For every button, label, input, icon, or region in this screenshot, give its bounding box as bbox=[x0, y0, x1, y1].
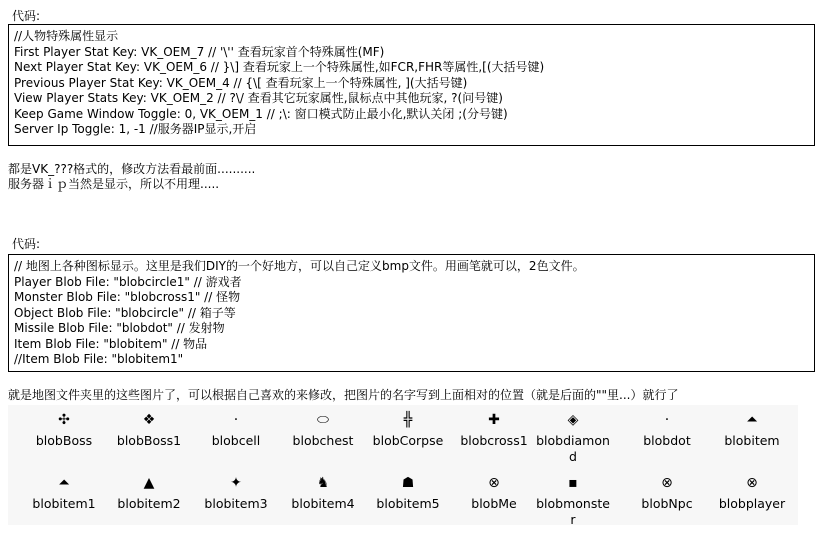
code-line: Missile Blob File: "blobdot" // 发射物 bbox=[14, 321, 225, 335]
gallery-item-name: blobcell bbox=[211, 433, 261, 448]
gallery-item-name: blobitem4 bbox=[291, 496, 355, 511]
code-line: View Player Stats Key: VK_OEM_2 // ?\/ 查看其它玩家属性,鼠标点中其他玩家, ?(问号键) bbox=[14, 91, 503, 105]
code-line: Next Player Stat Key: VK_OEM_6 // }\] 查看玩家上一个特殊属性,如FCR,FHR等属性,[(大括号键) bbox=[14, 60, 545, 74]
gallery-item[interactable] bbox=[450, 411, 538, 449]
blob-item3-icon: ✦ bbox=[230, 475, 242, 491]
gallery-item-name: blobMe bbox=[471, 496, 517, 511]
note-1 bbox=[8, 162, 255, 192]
blob-player-icon: ⊗ bbox=[746, 475, 758, 491]
gallery-item-name: blobitem bbox=[724, 433, 780, 448]
gallery-item[interactable] bbox=[105, 411, 193, 449]
gallery-item-name: blobitem1 bbox=[32, 496, 96, 511]
blob-monster-icon: ▪ bbox=[568, 475, 578, 491]
blob-diamond-icon: ◈ bbox=[567, 412, 579, 428]
code-line: First Player Stat Key: VK_OEM_7 // '\'' 查看玩家首个特殊属性(MF) bbox=[14, 44, 385, 59]
blob-item4-icon: ♞ bbox=[316, 475, 330, 491]
gallery-item-name: blobCorpse bbox=[372, 433, 444, 448]
note-line: 服务器ｉｐ当然是显示，所以不用理..... bbox=[8, 177, 220, 191]
blob-cell-icon: · bbox=[233, 412, 239, 428]
gallery-item-name: blobBoss1 bbox=[116, 433, 182, 448]
gallery-item-name: blobitem2 bbox=[117, 496, 181, 511]
blob-cross1-icon: ✚ bbox=[488, 412, 500, 428]
code-line: // 地图上各种图标显示。这里是我们DIY的一个好地方，可以自己定义bmp文件。用画笔就可以，2色文件。 bbox=[14, 259, 585, 273]
code-line: Monster Blob File: "blobcross1" // 怪物 bbox=[14, 290, 241, 304]
gallery-item-name: blobitem3 bbox=[204, 496, 268, 511]
gallery-item-name: blobcross1 bbox=[460, 433, 528, 448]
gallery-item-name: blobmonster bbox=[536, 496, 610, 527]
code-block-2 bbox=[8, 254, 815, 372]
gallery-item[interactable] bbox=[364, 411, 452, 449]
blob-item-icon: ⏶ bbox=[746, 412, 758, 428]
gallery-item-name: blobchest bbox=[292, 433, 354, 448]
gallery-item[interactable] bbox=[450, 474, 538, 512]
gallery-item[interactable] bbox=[708, 474, 796, 512]
blob-item5-icon: ☗ bbox=[401, 475, 415, 491]
note-line: 都是VK_???格式的，修改方法看最前面.......... bbox=[8, 162, 256, 176]
blob-item1-icon: ⏶ bbox=[58, 475, 70, 491]
code-line: //人物特殊属性显示 bbox=[14, 29, 119, 43]
code-line: Keep Game Window Toggle: 0, VK_OEM_1 // ;\: 窗口模式防止最小化,默认关闭 ;(分号键) bbox=[14, 106, 508, 121]
gallery-item[interactable] bbox=[192, 411, 280, 449]
gallery-item-name: blobdot bbox=[643, 433, 691, 448]
gallery-item-name: blobBoss bbox=[35, 433, 93, 448]
code-line: Item Blob File: "blobitem" // 物品 bbox=[14, 336, 208, 351]
gallery-item[interactable] bbox=[536, 411, 610, 465]
code-line: //Item Blob File: "blobitem1" bbox=[14, 352, 184, 366]
blob-item2-icon: ▲ bbox=[143, 475, 155, 491]
gallery-item[interactable] bbox=[105, 474, 193, 512]
code-line: Previous Player Stat Key: VK_OEM_4 // {\[ 查看玩家上一个特殊属性, ](大括号键) bbox=[14, 75, 468, 90]
code-line: Player Blob File: "blobcircle1" // 游戏者 bbox=[14, 274, 242, 289]
gallery-item-name: blobitem5 bbox=[376, 496, 440, 511]
gallery-item[interactable] bbox=[20, 474, 108, 512]
note-2: 就是地图文件夹里的这些图片了，可以根据自己喜欢的来修改，把图片的名字写到上面相对的位置（就是后面的""里...）就行了 bbox=[8, 388, 679, 402]
code-line: Object Blob File: "blobcircle" // 箱子等 bbox=[14, 305, 236, 320]
gallery-item-name: blobdiamond bbox=[536, 433, 610, 464]
icon-gallery bbox=[8, 405, 798, 525]
blob-boss-icon: ✣ bbox=[58, 412, 70, 428]
gallery-item[interactable] bbox=[708, 411, 796, 449]
blob-boss1-icon: ❖ bbox=[142, 412, 156, 428]
gallery-item[interactable] bbox=[279, 474, 367, 512]
code-label-1: 代码: bbox=[12, 9, 41, 23]
gallery-item[interactable] bbox=[623, 474, 711, 512]
blob-npc-icon: ⊗ bbox=[661, 475, 673, 491]
blob-chest-icon: ⬭ bbox=[317, 412, 329, 428]
gallery-item[interactable] bbox=[192, 474, 280, 512]
gallery-item[interactable] bbox=[364, 474, 452, 512]
gallery-item[interactable] bbox=[20, 411, 108, 449]
code-block-1 bbox=[8, 24, 815, 146]
blob-me-icon: ⊗ bbox=[488, 475, 500, 491]
blob-corpse-icon: ╬ bbox=[403, 412, 413, 428]
gallery-item-name: blobNpc bbox=[641, 496, 693, 511]
gallery-item-name: blobplayer bbox=[718, 496, 786, 511]
code-line: Server Ip Toggle: 1, -1 //服务器IP显示,开启 bbox=[14, 122, 257, 136]
gallery-item[interactable] bbox=[279, 411, 367, 449]
gallery-item[interactable] bbox=[536, 474, 610, 528]
code-label-2: 代码: bbox=[12, 237, 41, 251]
blob-dot-icon: · bbox=[664, 412, 670, 428]
gallery-item[interactable] bbox=[623, 411, 711, 449]
